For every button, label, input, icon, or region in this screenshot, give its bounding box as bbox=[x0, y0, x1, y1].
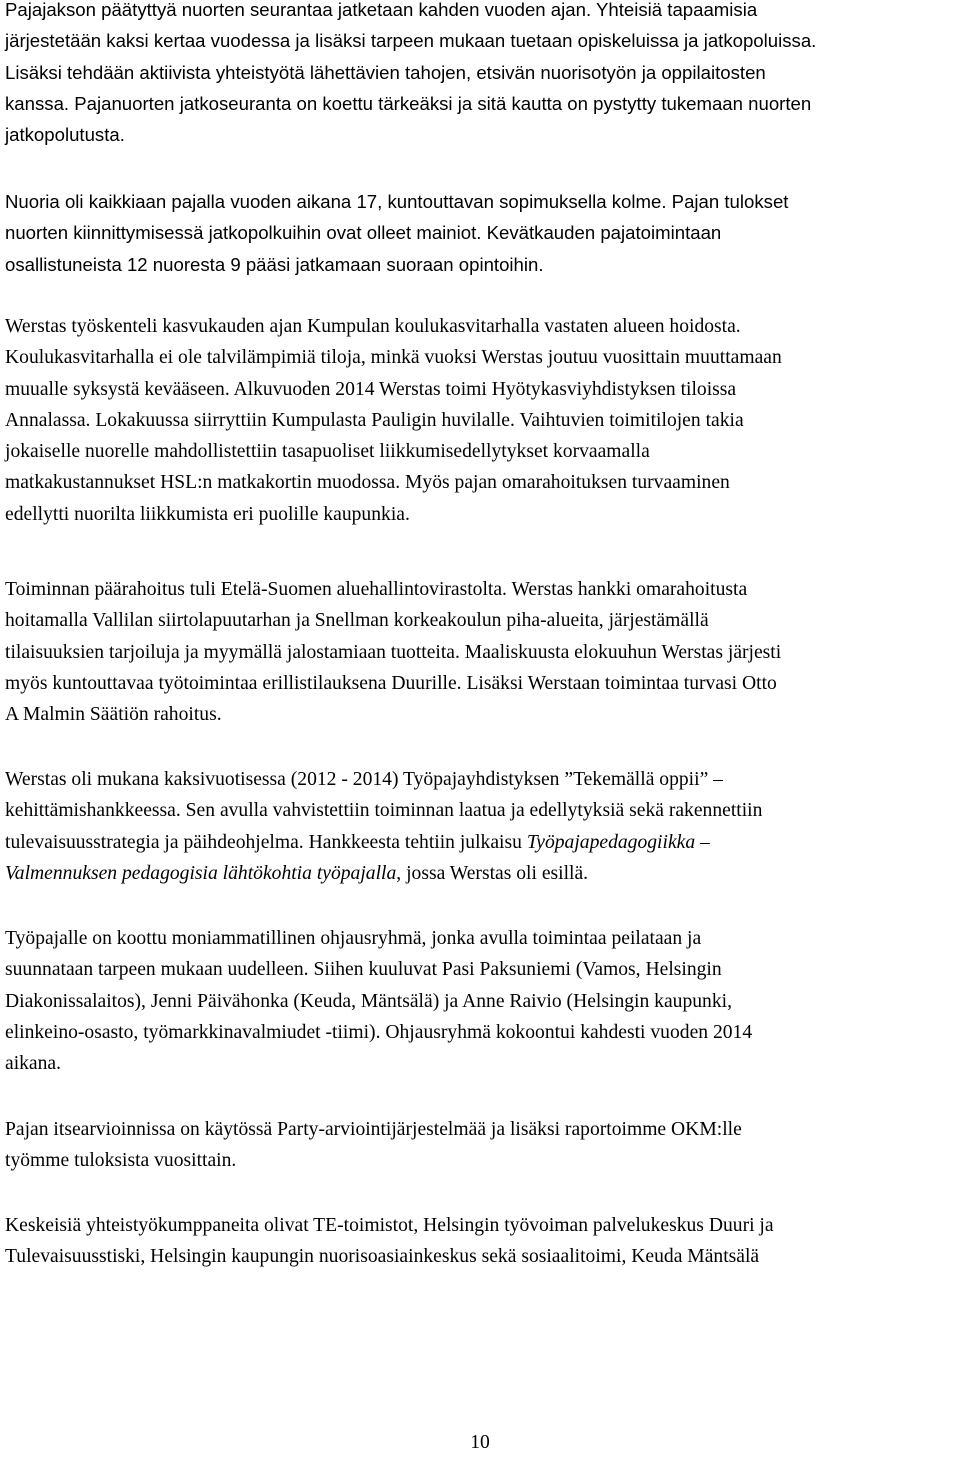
text-line-start: tulevaisuusstrategia ja päihdeohjelma. Hankkeesta tehtiin julkaisu bbox=[5, 831, 527, 853]
publication-title-part-2: Valmennuksen pedagogisia lähtökohtia työpajalla bbox=[5, 862, 397, 884]
text-line: järjestetään kaksi kertaa vuodessa ja lisäksi tarpeen mukaan tuetaan opiskeluissa ja jatkopoluissa. bbox=[5, 30, 817, 52]
paragraph-partners bbox=[5, 1210, 774, 1273]
text-line: Toiminnan päärahoitus tuli Etelä-Suomen aluehallintovirastolta. Werstas hankki omarahoitusta bbox=[5, 579, 748, 600]
text-line: Pajan itsearvioinnissa on käytössä Party-arviointijärjestelmää ja lisäksi raportoimme OKM:lle bbox=[5, 1119, 742, 1140]
text-line: työmme tuloksista vuosittain. bbox=[5, 1150, 237, 1172]
text-line: myös kuntouttavaa työtoimintaa erillistilauksena Duurille. Lisäksi Werstaan toimintaa turvasi Otto bbox=[5, 672, 777, 694]
text-line: Keskeisiä yhteistyökumppaneita olivat TE-toimistot, Helsingin työvoiman palvelukeskus Duuri ja bbox=[5, 1215, 774, 1236]
text-line-end: , jossa Werstas oli esillä. bbox=[396, 862, 589, 884]
text-line: suunnataan tarpeen mukaan uudelleen. Siihen kuuluvat Pasi Paksuniemi (Vamos, Helsingin bbox=[5, 959, 722, 981]
text-line: jokaiselle nuorelle mahdollistettiin tasapuoliset liikkumisedellytykset korvaamalla bbox=[5, 441, 650, 463]
text-line: jatkopolutusta. bbox=[5, 124, 125, 146]
text-line: Werstas oli mukana kaksivuotisessa (2012 - 2014) Työpajayhdistyksen ”Tekemällä oppii” – bbox=[5, 769, 723, 790]
text-line: kehittämishankkeessa. Sen avulla vahvistettiin toiminnan laatua ja edellytyksiä sekä rakennettiin bbox=[5, 800, 763, 822]
text-line: Diakonissalaitos), Jenni Päivähonka (Keuda, Mäntsälä) ja Anne Raivio (Helsingin kaupunki, bbox=[5, 990, 732, 1012]
paragraph-funding bbox=[5, 574, 781, 730]
paragraph-participants bbox=[5, 186, 788, 280]
text-line: Annalassa. Lokakuussa siirryttiin Kumpulasta Pauligin huvilalle. Vaihtuvien toimitilojen takia bbox=[5, 409, 744, 431]
text-line: muualle syksystä kevääseen. Alkuvuoden 2014 Werstas toimi Hyötykasviyhdistyksen tiloissa bbox=[5, 378, 737, 400]
text-line: elinkeino-osasto, työmarkkinavalmiudet -tiimi). Ohjausryhmä kokoontui kahdesti vuoden 2014 bbox=[5, 1021, 753, 1043]
page-number: 10 bbox=[470, 1432, 490, 1453]
publication-title-part-1: Työpajapedagogiikka – bbox=[526, 831, 710, 853]
text-line: Werstas työskenteli kasvukauden ajan Kumpulan koulukasvitarhalla vastaten alueen hoidosta. bbox=[5, 316, 741, 337]
text-line: kanssa. Pajanuorten jatkoseuranta on koettu tärkeäksi ja sitä kautta on pystytty tukemaan nuorten bbox=[5, 92, 812, 114]
text-line: Nuoria oli kaikkiaan pajalla vuoden aikana 17, kuntouttavan sopimuksella kolme. Pajan tulokset bbox=[5, 191, 789, 212]
text-line: tilaisuuksien tarjoiluja ja myymällä jalostamiaan tuotteita. Maaliskuusta elokuuhun Werstas järjesti bbox=[5, 641, 782, 663]
text-line: aikana. bbox=[5, 1053, 62, 1075]
paragraph-steering-group bbox=[5, 923, 752, 1079]
text-line: Koulukasvitarhalla ei ole talvilämpimiä tiloja, minkä vuoksi Werstas joutuu vuosittain muuttamaan bbox=[5, 347, 782, 369]
text-line bbox=[5, 827, 762, 858]
text-line: edellytti nuorilta liikkumista eri puolille kaupunkia. bbox=[5, 503, 410, 525]
text-line: hoitamalla Vallilan siirtolapuutarhan ja Snellman korkeakoulun piha-alueita, järjestämällä bbox=[5, 610, 709, 632]
text-line: A Malmin Säätiön rahoitus. bbox=[5, 704, 222, 726]
text-line: nuorten kiinnittymisessä jatkopolkuihin ovat olleet mainiot. Kevätkauden pajatoimintaan bbox=[5, 222, 722, 244]
paragraph-follow-up bbox=[5, 0, 816, 150]
text-line: Pajajakson päätyttyä nuorten seurantaa jatketaan kahden vuoden ajan. Yhteisiä tapaamisia bbox=[5, 0, 758, 20]
text-line: matkakustannukset HSL:n matkakortin muodossa. Myös pajan omarahoituksen turvaaminen bbox=[5, 472, 730, 494]
text-line: Työpajalle on koottu moniammatillinen ohjausryhmä, jonka avulla toimintaa peilataan ja bbox=[5, 928, 702, 949]
text-line: osallistuneista 12 nuoresta 9 pääsi jatkamaan suoraan opintoihin. bbox=[5, 253, 544, 275]
text-line bbox=[5, 858, 762, 889]
paragraph-self-assessment bbox=[5, 1114, 742, 1177]
paragraph-premises bbox=[5, 311, 782, 530]
text-line: Tulevaisuusstiski, Helsingin kaupungin nuorisoasiainkeskus sekä sosiaalitoimi, Keuda Mäntsälä bbox=[5, 1246, 760, 1268]
text-line: Lisäksi tehdään aktiivista yhteistyötä lähettävien tahojen, etsivän nuorisotyön ja oppilaitosten bbox=[5, 61, 766, 83]
paragraph-development-project bbox=[5, 764, 762, 889]
